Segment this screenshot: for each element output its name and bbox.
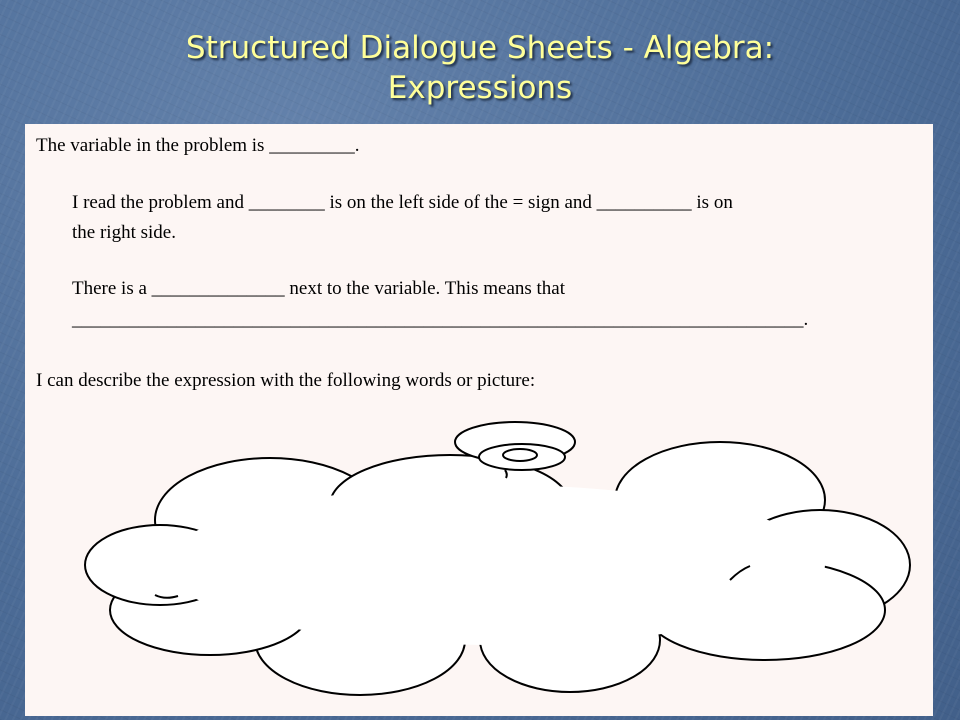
slide-title-line-1: Structured Dialogue Sheets - Algebra: [185, 30, 775, 66]
coefficient-prompt: There is a ______________ next to the variable. This means that [72, 278, 566, 299]
describe-prompt: I can describe the expression with the following words or picture: [36, 370, 536, 391]
sides-prompt: I read the problem and ________ is on the left side of the = sign and __________ is on [72, 192, 733, 213]
variable-prompt: The variable in the problem is _________. [36, 135, 360, 156]
slide-title-line-2: Expressions [387, 70, 573, 106]
sides-prompt-continued: the right side. [72, 222, 176, 243]
meaning-blank-line: _____________________________________________________________________________. [72, 309, 809, 330]
